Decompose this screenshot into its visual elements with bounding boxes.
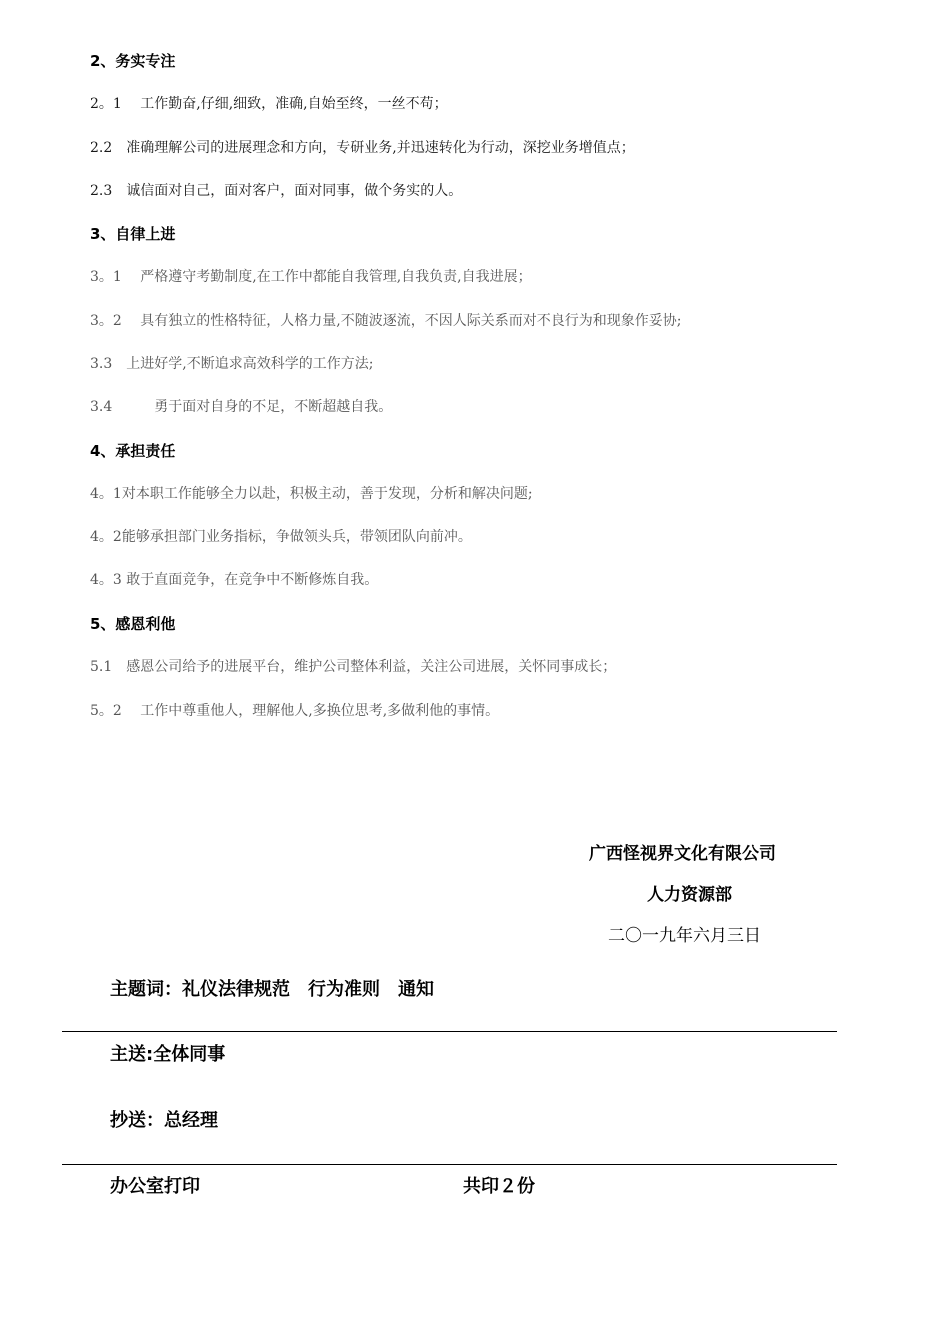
- carbon-copy: 抄送：总经理: [110, 1110, 218, 1131]
- list-item: 3.4 勇于面对自身的不足，不断超越自我。: [90, 399, 393, 415]
- subject-keywords: 主题词：礼仪法律规范 行为准则 通知: [110, 979, 434, 1000]
- list-item: 2。1 工作勤奋,仔细,细致，准确,自始至终，一丝不苟；: [90, 96, 448, 112]
- signature-company: 广西怪视界文化有限公司: [589, 844, 776, 864]
- list-item: 4。2能够承担部门业务指标，争做领头兵，带领团队向前冲。: [90, 529, 472, 545]
- section-heading-4: 4、承担责任: [90, 442, 176, 460]
- copies-count: 共印２份: [463, 1176, 535, 1197]
- section-heading-2: 2、务实专注: [90, 52, 176, 70]
- list-item: 5。2 工作中尊重他人，理解他人,多换位思考,多做利他的事情。: [90, 703, 500, 719]
- list-item: 5.1 感恩公司给予的进展平台，维护公司整体利益，关注公司进展，关怀同事成长；: [90, 659, 617, 675]
- send-to: 主送:全体同事: [110, 1044, 226, 1065]
- list-item: 3。1 严格遵守考勤制度,在工作中都能自我管理,自我负责,自我进展；: [90, 269, 532, 285]
- printed-by: 办公室打印: [110, 1176, 200, 1197]
- list-item: 4。1对本职工作能够全力以赴，积极主动，善于发现，分析和解决问题;: [90, 486, 533, 502]
- list-item: 2.3 诚信面对自己，面对客户，面对同事，做个务实的人。: [90, 183, 463, 199]
- list-item: 4。3 敢于直面竞争，在竞争中不断修炼自我。: [90, 572, 379, 588]
- signature-department: 人力资源部: [647, 885, 732, 905]
- signature-date: 二〇一九年六月三日: [608, 926, 761, 946]
- divider-top: [62, 1031, 837, 1032]
- section-heading-5: 5、感恩利他: [90, 615, 176, 633]
- section-heading-3: 3、自律上进: [90, 225, 176, 243]
- list-item: 2.2 准确理解公司的进展理念和方向，专研业务,并迅速转化为行动，深挖业务增值点；: [90, 140, 635, 156]
- list-item: 3.3 上进好学,不断追求高效科学的工作方法;: [90, 356, 374, 372]
- divider-bottom: [62, 1164, 837, 1165]
- list-item: 3。2 具有独立的性格特征，人格力量,不随波逐流，不因人际关系而对不良行为和现象作妥协;: [90, 313, 682, 329]
